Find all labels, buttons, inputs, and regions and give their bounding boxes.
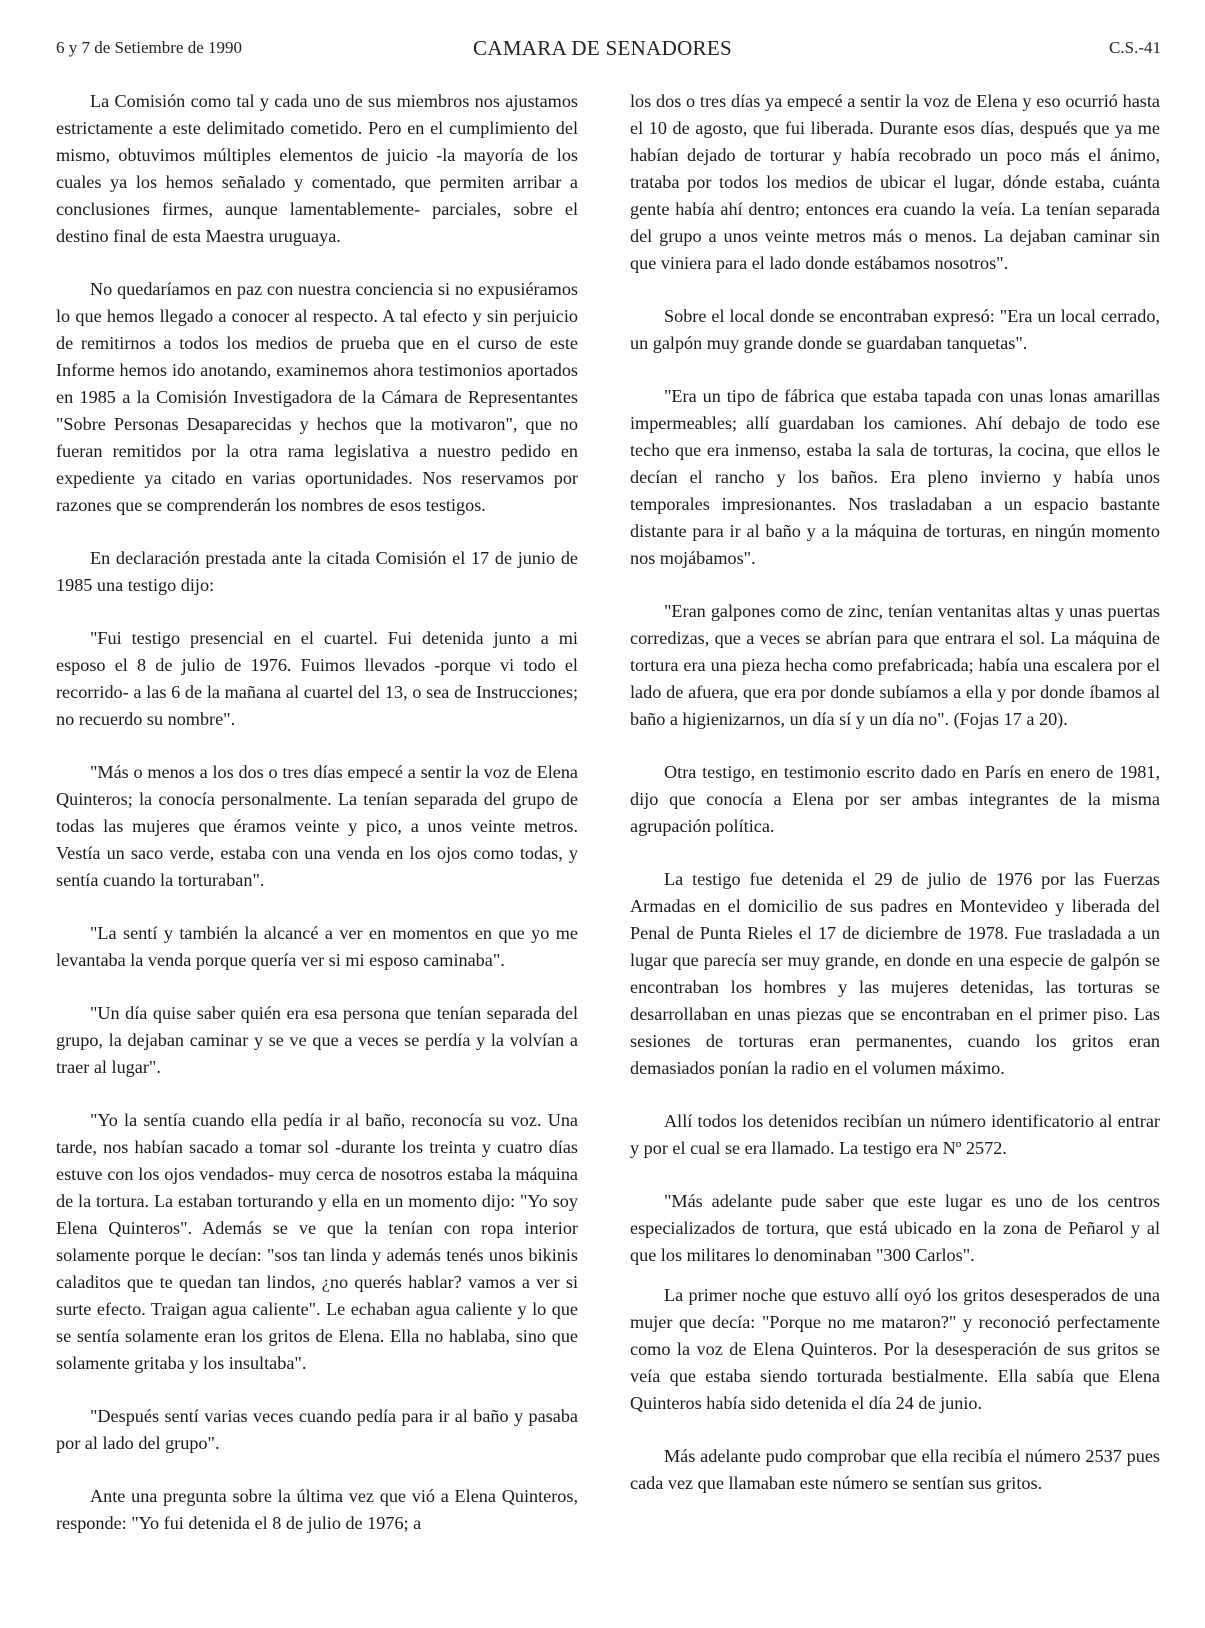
paragraph: "Fui testigo presencial en el cuartel. Fui detenida junto a mi esposo el 8 de julio de 1976. Fuimos llevados -porque vi todo el recorrido- a las 6 de la mañana al cuartel del 13, o sea de Instrucciones; no recuerdo su nombre". — [56, 628, 578, 729]
paragraph: "Más o menos a los dos o tres días empecé a sentir la voz de Elena Quinteros; la conocía personalmente. La tenían separada del grupo de todas las mujeres que éramos veinte y pico, a unos veinte metros. Vestía un saco verde, estaba con una venda en los ojos como todas, y sentía cuando la torturaban". — [56, 762, 578, 890]
paragraph: En declaración prestada ante la citada Comisión el 17 de junio de 1985 una testigo dijo: — [56, 548, 578, 595]
header-date: 6 y 7 de Setiembre de 1990 — [56, 38, 243, 57]
paragraph: Ante una pregunta sobre la última vez que vió a Elena Quinteros, responde: "Yo fui detenida el 8 de julio de 1976; a — [56, 1486, 578, 1533]
paragraph: Allí todos los detenidos recibían un número identificatorio al entrar y por el cual se era llamado. La testigo era Nº 2572. — [630, 1111, 1160, 1158]
paragraph: los dos o tres días ya empecé a sentir la voz de Elena y eso ocurrió hasta el 10 de agosto, que fui liberada. Durante esos días, después que ya me habían dejado de torturar y había recobrado un poco más el ánimo, trataba por todos los medios de ubicar el lugar, dónde estaba, cuánta gente había ahí dentro; entonces era cuando la veía. La tenían separada del grupo a unos veinte metros más o menos. La dejaban caminar sin que viniera para el lado donde estábamos nosotros". — [630, 91, 1160, 273]
left-column — [56, 88, 578, 1563]
paragraph: Sobre el local donde se encontraban expresó: "Era un local cerrado, un galpón muy grande donde se guardaban tanquetas". — [630, 306, 1160, 353]
paragraph: La primer noche que estuvo allí oyó los gritos desesperados de una mujer que decía: "Porque no me mataron?" y reconoció perfectamente como la voz de Elena Quinteros. Por la desesperación de sus gritos se veía que estaba siendo torturada bestialmente. Ella sabía que Elena Quinteros había sido detenida el día 24 de junio. — [630, 1285, 1160, 1413]
paragraph: Más adelante pudo comprobar que ella recibía el número 2537 pues cada vez que llamaban este número se sentían sus gritos. — [630, 1446, 1160, 1493]
paragraph: Otra testigo, en testimonio escrito dado en París en enero de 1981, dijo que conocía a Elena por ser ambas integrantes de la misma agrupación política. — [630, 762, 1160, 836]
right-column — [630, 88, 1160, 1523]
paragraph: "Yo la sentía cuando ella pedía ir al baño, reconocía su voz. Una tarde, nos habían sacado a tomar sol -durante los treinta y cuatro días estuve con los ojos vendados- muy cerca de nosotros estaba la máquina de la tortura. La estaban torturando y ella en un momento dijo: "Yo soy Elena Quinteros". Además se ve que la tenían con ropa interior solamente porque le decían: "sos tan linda y además tenés unos bikinis caladitos que te quedan tan lindos, ¿no querés hablar? vamos a ver si surte efecto. Traigan agua caliente". Le echaban agua caliente y lo que se sentía solamente eran los gritos de Elena. Ella no hablaba, sino que solamente gritaba y los insultaba". — [56, 1110, 578, 1373]
paragraph: "Más adelante pude saber que este lugar es uno de los centros especializados de tortura, que está ubicado en la zona de Peñarol y al que los militares lo denominaban "300 Carlos". — [630, 1191, 1160, 1265]
paragraph: "Eran galpones como de zinc, tenían ventanitas altas y unas puertas corredizas, que a veces se abrían para que entrara el sol. La máquina de tortura era una pieza hecha como prefabricada; había una escalera por el lado de afuera, que era por donde subíamos a ella y por donde íbamos al baño a higienizarnos, un día sí y un día no". (Fojas 17 a 20). — [630, 601, 1160, 729]
paragraph: "Era un tipo de fábrica que estaba tapada con unas lonas amarillas impermeables; allí guardaban los camiones. Ahí debajo de todo ese techo que era inmenso, estaba la sala de torturas, la cocina, que ellos le decían el rancho y los baños. Era pleno invierno y había unos temporales impresionantes. Nos trasladaban a un espacio bastante distante para ir al baño y a la máquina de torturas, en ningún momento nos mojábamos". — [630, 386, 1160, 568]
header-page-number: C.S.-41 — [1109, 38, 1161, 57]
paragraph: "La sentí y también la alcancé a ver en momentos en que yo me levantaba la venda porque quería ver si mi esposo caminaba". — [56, 923, 578, 970]
header-title: CAMARA DE SENADORES — [473, 36, 732, 60]
paragraph: No quedaríamos en paz con nuestra conciencia si no expusiéramos lo que hemos llegado a conocer al respecto. A tal efecto y sin perjuicio de remitirnos a todos los medios de prueba que en el curso de este Informe hemos ido anotando, examinemos ahora testimonios aportados en 1985 a la Comisión Investigadora de la Cámara de Representantes "Sobre Personas Desaparecidas y hechos que la motivaron", que no fueran remitidos por la otra rama legislativa a nuestro pedido en expediente ya citado en varias oportunidades. Nos reservamos por razones que se comprenderán los nombres de esos testigos. — [56, 279, 578, 515]
paragraph: La testigo fue detenida el 29 de julio de 1976 por las Fuerzas Armadas en el domicilio de sus padres en Montevideo y liberada del Penal de Punta Rieles el 17 de diciembre de 1978. Fue trasladada a un lugar que parecía ser muy grande, en donde en una especie de galpón se encontraban los hombres y las mujeres detenidas, las torturas se desarrollaban en unas piezas que se encontraban en el primer piso. Las sesiones de torturas eran permanentes, cuando los gritos eran demasiados ponían la radio en el volumen máximo. — [630, 869, 1160, 1078]
paragraph: La Comisión como tal y cada uno de sus miembros nos ajustamos estrictamente a este delimitado cometido. Pero en el cumplimiento del mismo, obtuvimos múltiples elementos de juicio -la mayoría de los cuales ya los hemos señalado y comentado, que permiten arribar a conclusiones firmes, aunque lamentablemente- parciales, sobre el destino final de esta Maestra uruguaya. — [56, 91, 578, 246]
paragraph: "Un día quise saber quién era esa persona que tenían separada del grupo, la dejaban caminar y se ve que a veces se perdía y la volvían a traer al lugar". — [56, 1003, 578, 1077]
paragraph: "Después sentí varias veces cuando pedía para ir al baño y pasaba por al lado del grupo". — [56, 1406, 578, 1453]
